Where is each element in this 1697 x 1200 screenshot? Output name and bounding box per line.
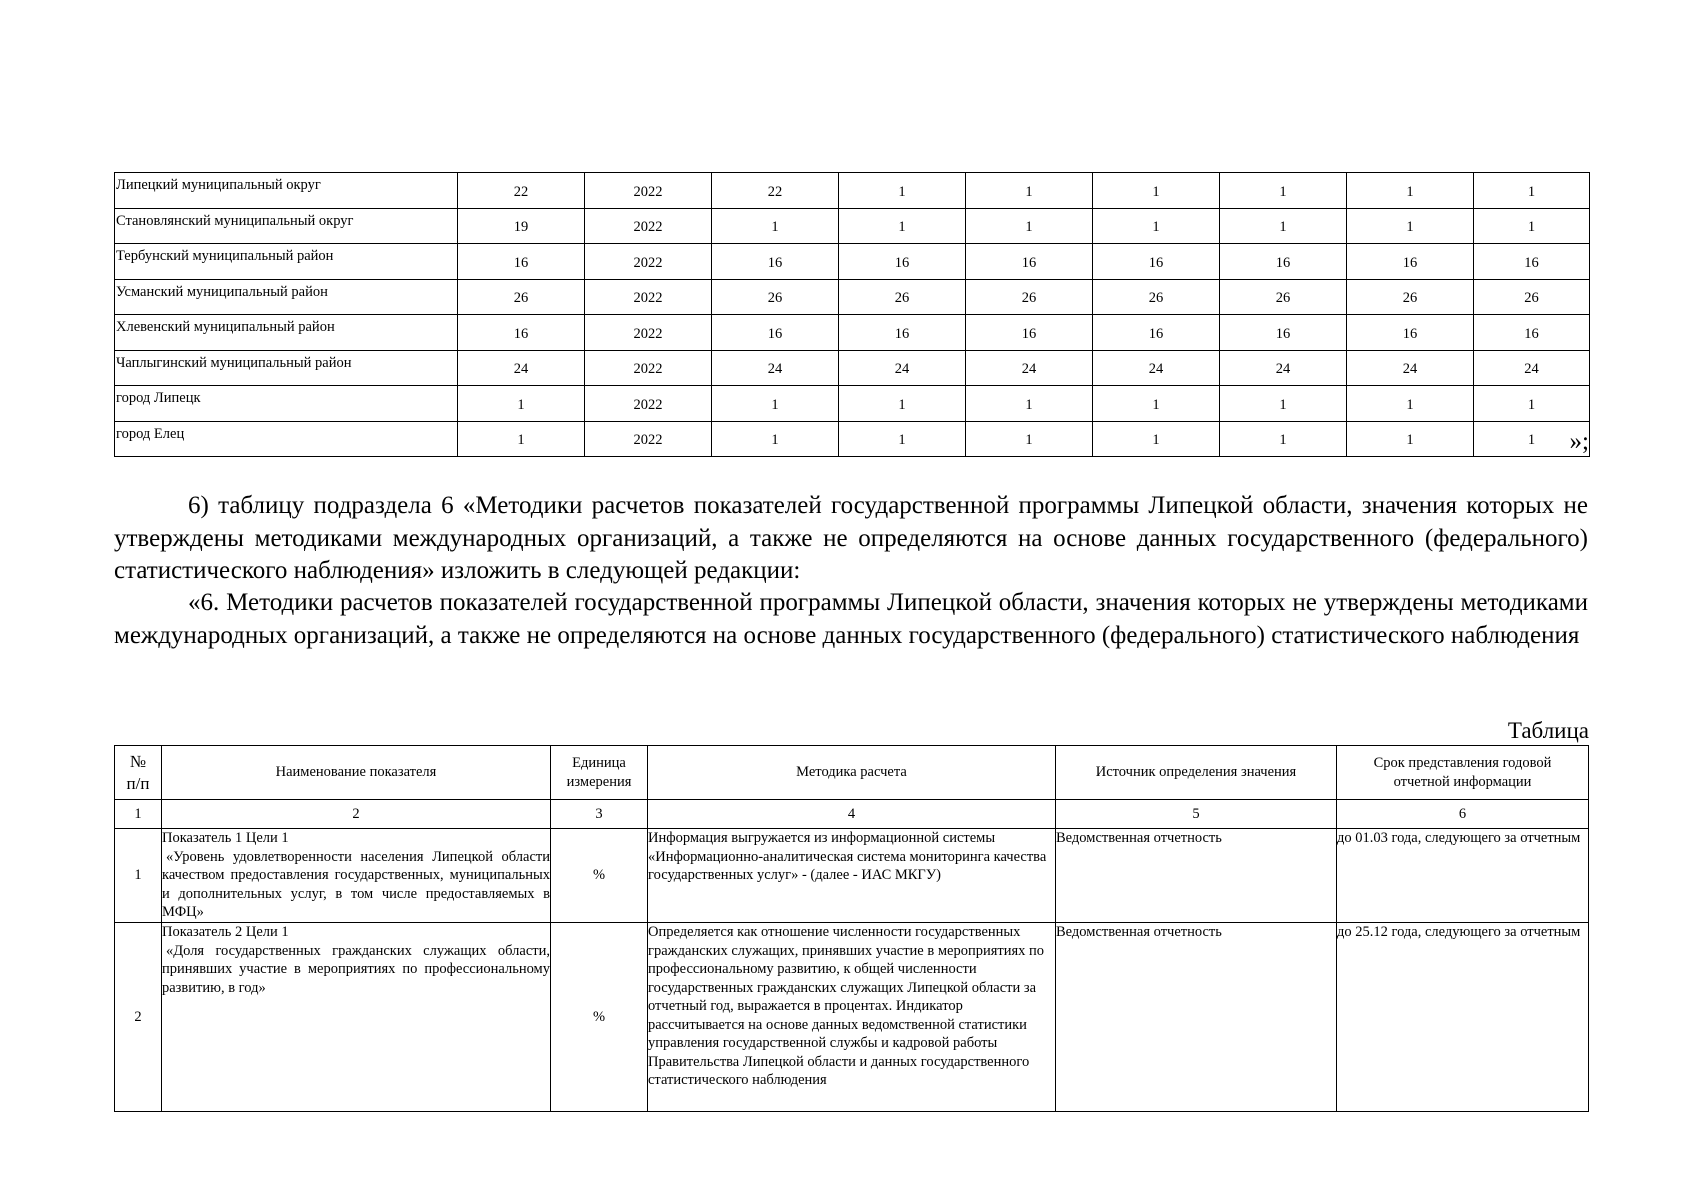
- value-text: 22: [767, 183, 783, 200]
- value-cell: [1093, 208, 1220, 244]
- value-cell: [1347, 208, 1474, 244]
- value-cell: [712, 315, 839, 351]
- row-number: 1: [115, 829, 162, 923]
- indicator-title: Показатель 2 Цели 1: [162, 924, 289, 940]
- indicator-text: «Доля государственных гражданских служащих области, принявших участие в мероприятиях по профессиональному развитию, в год»: [162, 942, 550, 996]
- value-text: 16: [1148, 325, 1164, 342]
- value-cell: [1474, 350, 1590, 386]
- value-text: 1: [1152, 219, 1160, 235]
- value-cell: [839, 315, 966, 351]
- header-indicator-name: Наименование показателя: [162, 746, 551, 800]
- value-text: 1: [517, 396, 525, 413]
- value-text: 1: [1406, 183, 1414, 200]
- table-row: [115, 244, 1590, 280]
- value-cell: [1347, 386, 1474, 422]
- value-text: 22: [513, 183, 529, 200]
- indicator-name: [162, 829, 551, 923]
- value-text: 26: [513, 290, 529, 306]
- value-cell: [839, 350, 966, 386]
- value-text: 2022: [633, 290, 663, 306]
- table-row: [115, 173, 1590, 209]
- value-text: 16: [767, 325, 783, 342]
- column-number-row: [115, 800, 1589, 829]
- municipality-name: Липецкий муниципальный округ: [115, 173, 458, 209]
- value-cell: [1474, 173, 1590, 209]
- value-text: 1: [517, 432, 525, 448]
- value-cell: [712, 173, 839, 209]
- value-cell: [966, 208, 1093, 244]
- value-text: 26: [1524, 290, 1539, 306]
- municipality-name: Тербунский муниципальный район: [115, 244, 458, 280]
- deadline-cell: до 25.12 года, следующего за отчетным: [1337, 923, 1589, 1112]
- table-row: [115, 315, 1590, 351]
- value-text: 2022: [633, 325, 663, 342]
- value-text: 26: [1275, 290, 1291, 306]
- value-cell: [1093, 386, 1220, 422]
- value-text: 1: [898, 432, 906, 448]
- column-number: 2: [162, 800, 551, 829]
- municipality-name: Хлевенский муниципальный район: [115, 315, 458, 351]
- value-text: 26: [767, 290, 783, 306]
- value-cell: [1220, 386, 1347, 422]
- value-text: 24: [1148, 361, 1164, 377]
- column-number: 4: [648, 800, 1056, 829]
- value-cell: [1093, 279, 1220, 315]
- value-text: 1: [1527, 183, 1536, 200]
- value-cell: [712, 386, 839, 422]
- value-text: 1: [1152, 396, 1160, 413]
- table-header-row: [115, 746, 1589, 800]
- value-text: 16: [1524, 325, 1539, 342]
- municipal-values-table: [114, 172, 1590, 457]
- municipality-name: Усманский муниципальный район: [115, 279, 458, 315]
- value-cell: [712, 421, 839, 457]
- value-text: 26: [1021, 290, 1037, 306]
- municipality-name: Становлянский муниципальный округ: [115, 208, 458, 244]
- value-cell: [1093, 315, 1220, 351]
- value-text: 24: [767, 361, 783, 377]
- value-text: 16: [1021, 254, 1037, 271]
- value-cell: [1220, 173, 1347, 209]
- value-text: 1: [1025, 396, 1033, 413]
- table-row: [115, 350, 1590, 386]
- value-cell: [1220, 350, 1347, 386]
- table-row: [115, 208, 1590, 244]
- value-cell: [585, 315, 712, 351]
- indicator-name: [162, 923, 551, 1112]
- value-text: 19: [513, 219, 529, 235]
- value-text: 1: [1406, 432, 1414, 448]
- value-text: 24: [1275, 361, 1291, 377]
- value-text: 16: [1021, 325, 1037, 342]
- value-text: 1: [1527, 219, 1536, 235]
- value-text: 1: [1025, 432, 1033, 448]
- value-text: 1: [1152, 183, 1160, 200]
- value-cell: [1474, 279, 1590, 315]
- indicator-text: «Уровень удовлетворенности населения Липецкой области качеством предоставления государственных, муниципальных и дополнительных услуг, в том числе предоставляемых в МФЦ»: [162, 848, 550, 920]
- value-text: 1: [1025, 183, 1033, 200]
- value-text: 1: [1406, 219, 1414, 235]
- value-text: 16: [894, 325, 910, 342]
- value-cell: [1474, 244, 1590, 280]
- value-cell: [585, 350, 712, 386]
- value-cell: [458, 421, 585, 457]
- value-text: 16: [513, 254, 529, 271]
- header-source: Источник определения значения: [1056, 746, 1337, 800]
- value-text: 16: [1148, 254, 1164, 271]
- value-text: 26: [1402, 290, 1418, 306]
- table-row: [115, 386, 1590, 422]
- value-text: 1: [1527, 432, 1536, 448]
- value-text: 1: [1279, 432, 1287, 448]
- column-number: 3: [551, 800, 648, 829]
- value-cell: [1474, 315, 1590, 351]
- value-cell: [1220, 315, 1347, 351]
- value-cell: [966, 244, 1093, 280]
- value-cell: [839, 173, 966, 209]
- municipality-name: город Липецк: [115, 386, 458, 422]
- value-cell: [839, 421, 966, 457]
- column-number: 6: [1337, 800, 1589, 829]
- value-cell: [839, 208, 966, 244]
- value-cell: [1347, 244, 1474, 280]
- value-cell: [458, 350, 585, 386]
- value-cell: [1093, 421, 1220, 457]
- value-text: 2022: [633, 432, 663, 448]
- value-cell: [458, 173, 585, 209]
- table-row: [115, 421, 1590, 457]
- value-cell: [966, 315, 1093, 351]
- value-cell: [458, 386, 585, 422]
- value-cell: [1347, 315, 1474, 351]
- column-number: 1: [115, 800, 162, 829]
- value-text: 1: [1279, 183, 1287, 200]
- value-cell: [1220, 279, 1347, 315]
- value-cell: [966, 421, 1093, 457]
- value-text: 16: [1275, 254, 1291, 271]
- value-cell: [712, 350, 839, 386]
- municipality-name: Чаплыгинский муниципальный район: [115, 350, 458, 386]
- value-cell: [585, 208, 712, 244]
- value-text: 16: [1402, 325, 1418, 342]
- value-text: 1: [1152, 432, 1160, 448]
- value-text: 16: [1275, 325, 1291, 342]
- header-deadline: Срок представления годовой отчетной информации: [1337, 746, 1589, 800]
- table-row: [115, 829, 1589, 923]
- value-cell: [1220, 208, 1347, 244]
- value-text: 1: [898, 219, 906, 235]
- value-text: 1: [771, 219, 779, 235]
- deadline-cell: до 01.03 года, следующего за отчетным: [1337, 829, 1589, 923]
- value-text: 1: [771, 432, 779, 448]
- value-cell: [839, 244, 966, 280]
- value-cell: [839, 279, 966, 315]
- value-cell: [458, 315, 585, 351]
- header-unit: Единица измерения: [551, 746, 648, 800]
- value-cell: [966, 386, 1093, 422]
- row-number: 2: [115, 923, 162, 1112]
- value-text: 16: [894, 254, 910, 271]
- value-text: 26: [894, 290, 910, 306]
- methodology-table: [114, 745, 1589, 1112]
- value-cell: [1347, 279, 1474, 315]
- value-text: 24: [894, 361, 910, 377]
- value-text: 16: [513, 325, 529, 342]
- value-cell: [585, 244, 712, 280]
- value-text: 16: [767, 254, 783, 271]
- value-cell: [1474, 208, 1590, 244]
- value-cell: [585, 421, 712, 457]
- value-text: 2022: [633, 219, 663, 235]
- value-text: 1: [1025, 219, 1033, 235]
- value-cell: [458, 244, 585, 280]
- value-text: 1: [1406, 396, 1414, 413]
- value-text: 2022: [633, 254, 663, 271]
- header-method: Методика расчета: [648, 746, 1056, 800]
- value-cell: [1347, 350, 1474, 386]
- value-cell: [1220, 421, 1347, 457]
- indicator-title: Показатель 1 Цели 1: [162, 830, 289, 846]
- value-text: 1: [898, 396, 906, 413]
- value-text: 2022: [633, 183, 663, 200]
- value-text: 1: [1527, 396, 1536, 413]
- value-cell: [839, 386, 966, 422]
- value-cell: [966, 173, 1093, 209]
- value-cell: [1220, 244, 1347, 280]
- method-cell: Определяется как отношение численности государственных гражданских служащих, принявших участие в мероприятиях по профессиональному развитию, к общей численности государственных гражданских служащих Липецкой области за отчетный год, выражается в процентах. Индикатор рассчитывается на основе данных ведомственной статистики управления государственной службы и кадровой работы Правительства Липецкой области и данных государственного статистического наблюдения: [648, 923, 1056, 1112]
- value-text: 24: [1524, 361, 1539, 377]
- table-caption: Таблица: [1507, 718, 1589, 743]
- table-row: [115, 923, 1589, 1112]
- value-cell: [1093, 244, 1220, 280]
- value-cell: [585, 386, 712, 422]
- source-cell: Ведомственная отчетность: [1056, 829, 1337, 923]
- value-text: 2022: [633, 396, 663, 413]
- value-cell: [458, 208, 585, 244]
- header-number: № п/п: [115, 746, 162, 800]
- value-text: 16: [1402, 254, 1418, 271]
- value-cell: [1347, 173, 1474, 209]
- unit-cell: %: [551, 829, 648, 923]
- value-cell: [1093, 173, 1220, 209]
- value-text: 1: [771, 396, 779, 413]
- value-text: 2022: [633, 361, 663, 377]
- method-cell: Информация выгружается из информационной системы «Информационно-аналитическая система мониторинга качества государственных услуг» - (далее - ИАС МКГУ): [648, 829, 1056, 923]
- value-cell: [712, 279, 839, 315]
- value-cell: [1474, 386, 1590, 422]
- value-cell: [1347, 421, 1474, 457]
- value-text: 24: [1021, 361, 1037, 377]
- municipality-name: город Елец: [115, 421, 458, 457]
- value-cell: [585, 279, 712, 315]
- value-cell: [458, 279, 585, 315]
- paragraph-section-6-title: «6. Методики расчетов показателей государственной программы Липецкой области, значения которых не утверждены методиками международных организаций, а также не определяются на основе данных государственного (федерального) статистического наблюдения: [114, 589, 1588, 649]
- value-text: 1: [898, 183, 906, 200]
- value-text: 1: [1279, 219, 1287, 235]
- value-cell: [966, 350, 1093, 386]
- value-cell: [712, 208, 839, 244]
- table-row: [115, 279, 1590, 315]
- unit-cell: %: [551, 923, 648, 1112]
- value-cell: [966, 279, 1093, 315]
- value-text: 1: [1279, 396, 1287, 413]
- value-text: 24: [1402, 361, 1418, 377]
- value-text: 26: [1148, 290, 1164, 306]
- value-text: 16: [1524, 254, 1539, 271]
- value-cell: [585, 173, 712, 209]
- value-cell: [712, 244, 839, 280]
- value-cell: [1093, 350, 1220, 386]
- paragraph-amendment-6: 6) таблицу подраздела 6 «Методики расчетов показателей государственной программы Липецкой области, значения которых не утверждены методиками международных организаций, а также не определяются на основе данных государственного (федерального) статистического наблюдения» изложить в следующей редакции:: [114, 492, 1588, 584]
- column-number: 5: [1056, 800, 1337, 829]
- value-text: 24: [513, 361, 529, 377]
- closing-quote-mark: »;: [1569, 428, 1589, 455]
- source-cell: Ведомственная отчетность: [1056, 923, 1337, 1112]
